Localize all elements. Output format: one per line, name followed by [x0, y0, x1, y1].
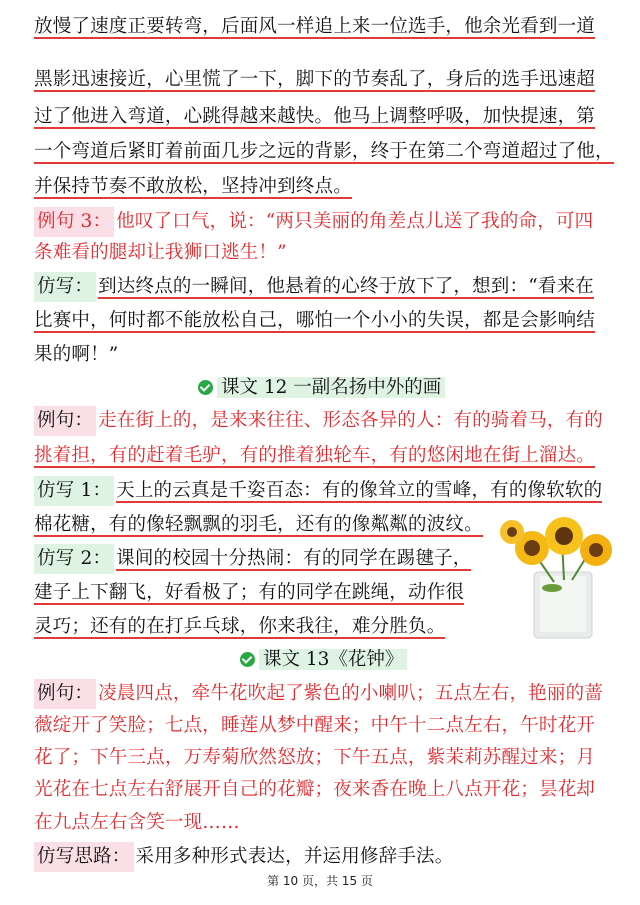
lesson-12-heading: 课文 12 一副名扬中外的画 — [196, 373, 451, 403]
sunflower — [580, 534, 612, 566]
paragraph-line: 黑影迅速接近，心里慌了一下，脚下的节奏乱了，身后的选手迅速超 — [34, 69, 596, 90]
lesson-13-example: 例句： 凌晨四点，牵牛花吹起了紫色的小喇叭；五点左右，艳丽的蔷 — [34, 679, 603, 711]
lesson-12-example: 例句： 走在街上的，是来来往往、形态各异的人：有的骑着马，有的 — [34, 406, 603, 438]
lesson-12-imitation-1: 仿写 1： 天上的云真是千姿百态：有的像耸立的雪峰，有的像软软的 — [34, 476, 602, 508]
example-label: 例句： — [34, 406, 96, 436]
sunflower — [500, 520, 524, 544]
example-3-line: 条难看的腿却让我狮口逃生！” — [34, 242, 287, 263]
example-3-line: 例句 3： 他叹了口气，说：“两只美丽的角差点儿送了我的命，可四 — [34, 207, 593, 239]
lesson-13-example: 花了；下午三点，万寿菊欣然怒放；下午五点，紫茉莉苏醒过来；月 — [34, 747, 596, 768]
imitation-line: 仿写： 到达终点的一瞬间，他悬着的心终于放下了，想到：“看来在 — [34, 272, 594, 304]
lesson-12-example: 挑着担，有的赶着毛驴，有的推着独轮车，有的悠闲地在街上溜达。 — [34, 445, 596, 466]
lesson-13-idea: 仿写思路： 采用多种形式表达，并运用修辞手法。 — [34, 842, 453, 874]
lesson-13-heading: 课文 13《花钟》 — [238, 645, 413, 675]
page-footer: 第 10 页，共 15 页 — [267, 874, 373, 888]
sunflower — [545, 517, 583, 555]
example-label: 例句： — [34, 679, 96, 709]
imitation-line: 比赛中，何时都不能放松自己，哪怕一个小小的失误，都是会影响结 — [34, 310, 596, 331]
lesson-12-imitation-2: 仿写 2： 课间的校园十分热闹：有的同学在踢毽子， — [34, 544, 471, 576]
imitation-label: 仿写 2： — [34, 544, 114, 574]
lesson-12-imitation-2: 灵巧；还有的在打乒乓球，你来我往，难分胜负。 — [34, 616, 446, 637]
sunflower-vase-image — [492, 510, 622, 640]
check-circle-icon — [198, 380, 213, 395]
imitation-label: 仿写： — [34, 272, 96, 302]
paragraph-line: 过了他进入弯道，心跳得越来越快。他马上调整呼吸，加快提速，第 — [34, 106, 596, 127]
lesson-12-imitation-2: 建子上下翻飞，好看极了；有的同学在跳绳，动作很 — [34, 582, 465, 603]
imitation-line: 果的啊！” — [34, 344, 119, 365]
paragraph-line: 并保持节奏不敢放松，坚持冲到终点。 — [34, 176, 352, 197]
example-label: 例句 3： — [34, 207, 114, 237]
lesson-13-example: 薇绽开了笑脸；七点，睡莲从梦中醒来；中午十二点左右，午时花开 — [34, 715, 596, 736]
check-circle-icon — [240, 652, 255, 667]
paragraph-line: 放慢了速度正要转弯，后面风一样追上来一位选手，他余光看到一道 — [34, 16, 596, 37]
imitation-label: 仿写 1： — [34, 476, 114, 506]
lesson-13-example: 光花在七点左右舒展开自己的花瓣；夜来香在晚上八点开花；昙花却 — [34, 779, 596, 800]
lesson-13-example: 在九点左右含笑一现…… — [34, 812, 240, 833]
lesson-12-imitation-1: 棉花糖，有的像轻飘飘的羽毛，还有的像粼粼的波纹。 — [34, 514, 483, 535]
paragraph-line: 一个弯道后紧盯着前面几步之远的背影，终于在第二个弯道超过了他， — [34, 141, 614, 162]
idea-label: 仿写思路： — [34, 842, 134, 872]
